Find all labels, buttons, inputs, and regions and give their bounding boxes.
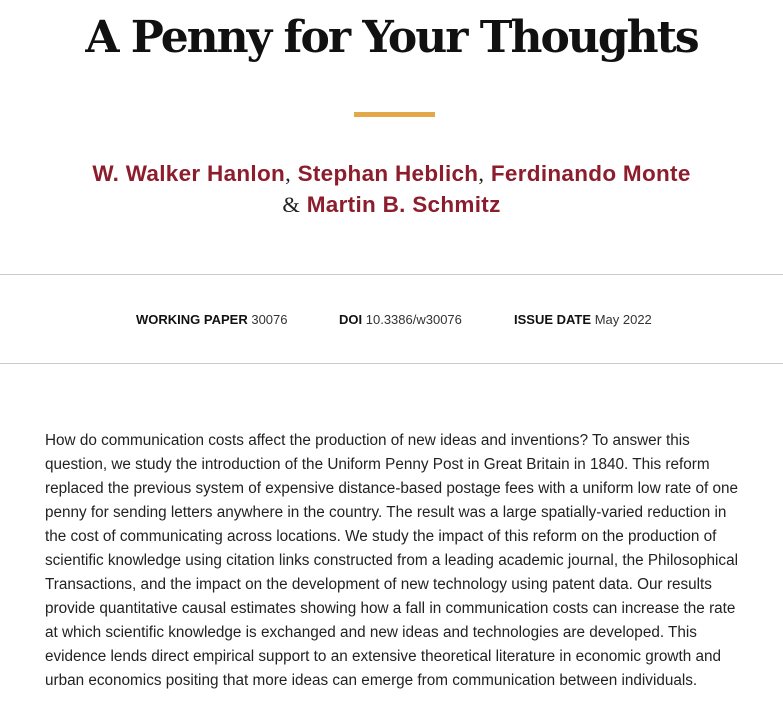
doi-meta bbox=[339, 311, 462, 329]
author-link-hanlon[interactable]: W. Walker Hanlon bbox=[92, 161, 286, 186]
author-separator: & bbox=[282, 192, 301, 217]
doi-label: DOI bbox=[339, 312, 363, 327]
author-separator: , bbox=[285, 161, 292, 186]
author-list bbox=[0, 158, 783, 220]
issue-date-meta bbox=[514, 311, 652, 329]
issue-date-value: May 2022 bbox=[594, 312, 652, 327]
working-paper-meta bbox=[136, 311, 288, 329]
working-paper-number: 30076 bbox=[251, 312, 288, 327]
metadata-bottom-rule bbox=[0, 363, 783, 364]
working-paper-label: WORKING PAPER bbox=[136, 312, 248, 327]
author-separator: , bbox=[478, 161, 485, 186]
title-accent-divider bbox=[354, 112, 435, 117]
doi-value: 10.3386/w30076 bbox=[365, 312, 462, 327]
abstract-text: How do communication costs affect the production of new ideas and inventions? To answer this question, we study the introduction of the Uniform Penny Post in Great Britain in 1840. This reform replaced the previous system of expensive distance-based postage fees with a uniform low rate of one penny for sending letters anywhere in the country. The result was a large spatially-varied reduction in the cost of communicating across locations. We study the impact of this reform on the production of scientific knowledge using citation links constructed from a leading academic journal, the Philosophical Transactions, and the impact on the development of new technology using patent data. Our results provide quantitative causal estimates showing how a fall in communication costs can increase the rate at which scientific knowledge is exchanged and new ideas and technologies are developed. This evidence lends direct empirical support to an extensive theoretical literature in economic growth and urban economics positing that more ideas can emerge from communication between individuals. bbox=[45, 432, 738, 689]
metadata-top-rule bbox=[0, 274, 783, 275]
issue-date-label: ISSUE DATE bbox=[514, 312, 592, 327]
author-link-monte[interactable]: Ferdinando Monte bbox=[490, 161, 691, 186]
page-title: A Penny for Your Thoughts bbox=[85, 12, 698, 63]
author-link-heblich[interactable]: Stephan Heblich bbox=[297, 161, 479, 186]
author-link-schmitz[interactable]: Martin B. Schmitz bbox=[306, 192, 501, 217]
